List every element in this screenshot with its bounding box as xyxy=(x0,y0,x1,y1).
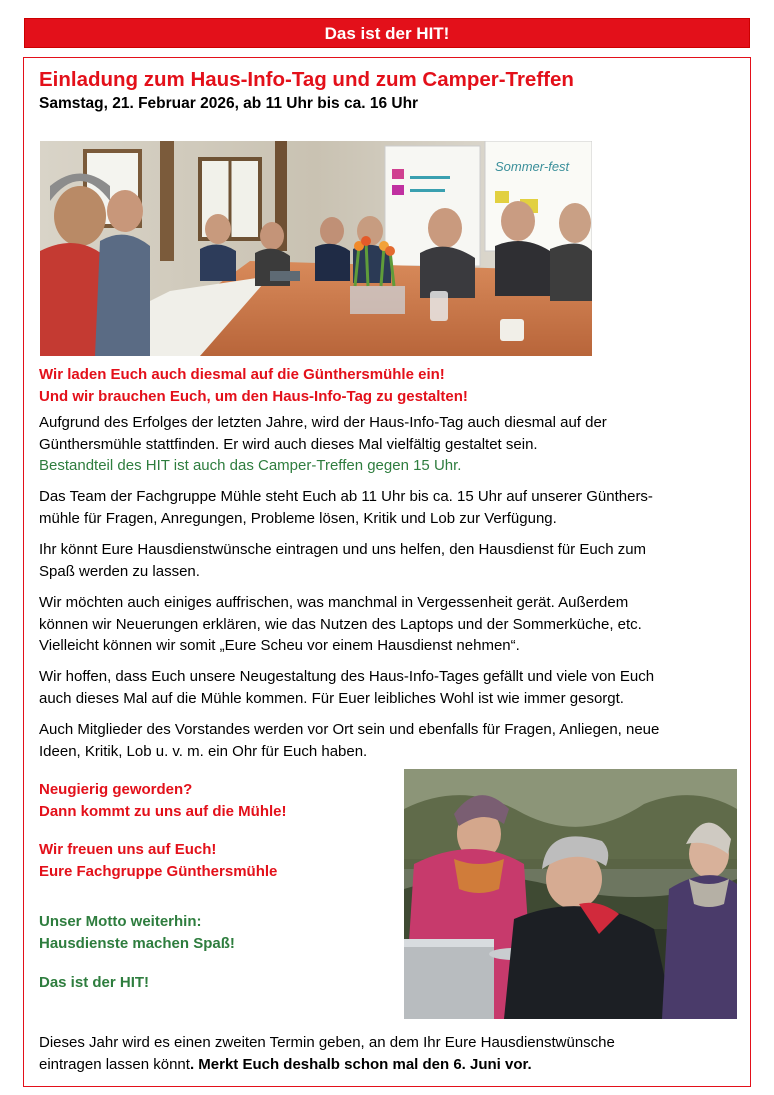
paragraph-success xyxy=(39,412,732,477)
paragraph-hope xyxy=(39,666,732,709)
kitchen-station-photo xyxy=(404,769,737,1019)
p6-line-2: Ideen, Kritik, Lob u. v. m. ein Ohr für Euch haben. xyxy=(39,742,368,760)
motto-block xyxy=(39,911,235,954)
footer-line-2 xyxy=(39,1054,732,1076)
closing-greeting xyxy=(39,839,277,882)
come-line: Dann kommt zu uns auf die Mühle! xyxy=(39,802,287,820)
closing-invite xyxy=(39,779,287,822)
p3-line-1: Ihr könnt Eure Hausdienstwünsche eintragen und uns helfen, den Hausdienst für Euch zum xyxy=(39,541,647,558)
p3-line-2: Spaß werden zu lassen. xyxy=(39,562,200,580)
p1-line-2: Günthersmühle stattfinden. Er wird auch dieses Mal vielfältig gestaltet sein. xyxy=(39,435,538,453)
p4-line-3: Vielleicht können wir somit „Eure Scheu vor einem Hausdienst nehmen“. xyxy=(39,637,520,654)
event-date: Samstag, 21. Februar 2026, ab 11 Uhr bis ca. 16 Uhr xyxy=(39,95,419,112)
paragraph-refresh xyxy=(39,592,732,657)
motto-label: Unser Motto weiterhin: xyxy=(39,913,202,930)
p5-line-2: auch dieses Mal auf die Mühle kommen. Für Euer leibliches Wohl ist wie immer gesorgt. xyxy=(39,689,624,707)
p6-line-1: Auch Mitglieder des Vorstandes werden vor Ort sein und ebenfalls für Fragen, Anliegen, neue xyxy=(39,721,660,738)
hit-slogan: Das ist der HIT! xyxy=(39,974,150,991)
signature-line: Eure Fachgruppe Günthersmühle xyxy=(39,862,278,880)
paragraph-wishes xyxy=(39,539,732,582)
paragraph-team xyxy=(39,486,732,529)
p2-line-1: Das Team der Fachgruppe Mühle steht Euch ab 11 Uhr bis ca. 15 Uhr auf unserer Günthers- xyxy=(39,488,653,505)
sommerfest-sign: Sommer-fest xyxy=(495,159,570,174)
curious-line: Neugierig geworden? xyxy=(39,781,193,798)
footer-note xyxy=(39,1032,732,1075)
save-the-date: . Merkt Euch deshalb schon mal den 6. Juni vor. xyxy=(189,1055,532,1073)
looking-forward-line: Wir freuen uns auf Euch! xyxy=(39,841,217,858)
p5-line-1: Wir hoffen, dass Euch unsere Neugestaltung des Haus-Info-Tages gefällt und viele von Euch xyxy=(39,668,655,685)
paragraph-board xyxy=(39,719,732,762)
p2-line-2: mühle für Fragen, Anregungen, Probleme lösen, Kritik und Lob zur Verfügung. xyxy=(39,509,557,527)
group-meeting-photo xyxy=(40,141,592,356)
intro-text xyxy=(39,364,732,407)
camper-meeting-note: Bestandteil des HIT ist auch das Camper-Treffen gegen 15 Uhr. xyxy=(39,457,462,474)
p1-line-1: Aufgrund des Erfolges der letzten Jahre, wird der Haus-Info-Tag auch diesmal auf der xyxy=(39,414,607,431)
intro-line-2: Und wir brauchen Euch, um den Haus-Info-Tag zu gestalten! xyxy=(39,387,468,405)
motto-text: Hausdienste machen Spaß! xyxy=(39,934,235,952)
footer-line-1: Dieses Jahr wird es einen zweiten Termin geben, an dem Ihr Eure Hausdienstwünsche xyxy=(39,1034,615,1051)
p4-line-2: können wir Neuerungen erklären, wie das Nutzen des Laptops und der Sommerküche, etc. xyxy=(39,615,642,633)
page-title: Einladung zum Haus-Info-Tag und zum Camper-Treffen xyxy=(39,68,574,91)
intro-line-1: Wir laden Euch auch diesmal auf die Günthersmühle ein! xyxy=(39,366,445,383)
footer-line-2-plain: eintragen lassen könnt xyxy=(39,1055,190,1073)
header-banner: Das ist der HIT! xyxy=(24,18,750,48)
p4-line-1: Wir möchten auch einiges auffrischen, was manchmal in Vergessenheit gerät. Außerdem xyxy=(39,594,629,611)
